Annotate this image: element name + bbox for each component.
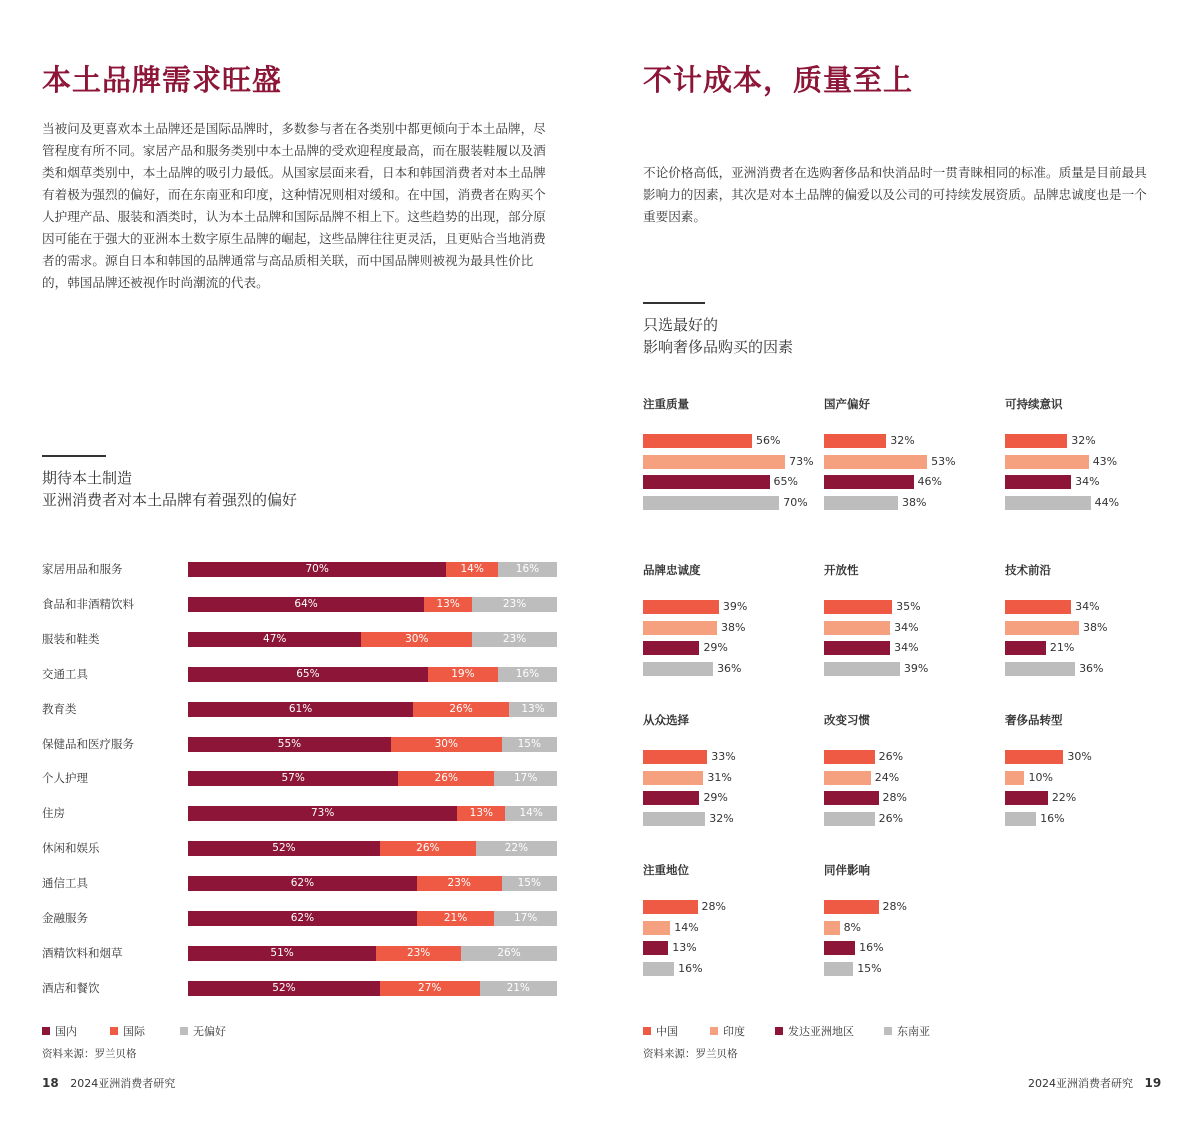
left-footer (42, 1075, 175, 1091)
bar-value-label: 29% (703, 641, 728, 655)
stacked-bar-row (188, 737, 557, 752)
bar-sea (824, 496, 898, 510)
bar-china (824, 750, 875, 764)
bar-sea (643, 812, 705, 826)
bar-segment-international: 14% (446, 562, 498, 577)
bar-value-label: 33% (711, 750, 736, 763)
bar-value-label: 32% (709, 812, 734, 826)
category-label: 休闲和娱乐 (42, 841, 100, 855)
stacked-bar-row (188, 981, 557, 996)
bar-value-label: 34% (894, 620, 919, 634)
right-source-note: 资料来源：罗兰贝格 (643, 1048, 738, 1060)
right-chart-subheading: 影响奢侈品购买的因素 (643, 338, 794, 356)
bar-segment-domestic: 61% (188, 702, 413, 717)
panel-title: 开放性 (824, 563, 859, 577)
bar-segment-domestic: 47% (188, 632, 361, 647)
category-label: 住房 (42, 806, 65, 820)
left-intro-paragraph: 当被问及更喜欢本土品牌还是国际品牌时，多数参与者在各类别中都更倾向于本土品牌，尽管程度有所不同。家居产品和服务类别中本土品牌的受欢迎程度最高，而在服装鞋履以及酒类和烟草类别中，本土品牌的吸引力最低。从国家层面来看，日本和韩国消费者对本土品牌有着极为强烈的偏好，而在东南亚和印度，这种情况则相对缓和。在中国，消费者在购买个人护理产品、服装和酒类时，认为本土品牌和国际品牌不相上下。这些趋势的出现，部分原因可能在于强大的亚洲本土数字原生品牌的崛起，这些品牌往往更灵活，且更贴合当地消费者的需求。源自日本和韩国的品牌通常与高品质相关联，而中国品牌则被视为最具性价比的，韩国品牌还被视作时尚潮流的代表。 (42, 121, 546, 290)
bar-value-label: 34% (1075, 475, 1100, 489)
panel-title: 从众选择 (643, 713, 689, 727)
bar-china (643, 750, 707, 764)
right-chart-heading: 只选最好的 (643, 316, 719, 334)
bar-value-label: 28% (882, 791, 907, 805)
bar-india (1005, 455, 1089, 469)
bar-value-label: 32% (1071, 434, 1096, 447)
bar-value-label: 43% (1092, 454, 1118, 468)
bar-value-label: 22% (1051, 791, 1077, 805)
bar-segment-domestic: 55% (188, 737, 391, 752)
bar-value-label: 16% (678, 962, 703, 976)
bar-value-label: 36% (717, 662, 742, 676)
bar-value-label: 73% (789, 454, 814, 468)
category-label: 家居用品和服务 (42, 562, 123, 576)
bar-segment-domestic: 52% (188, 841, 380, 856)
bar-value-label: 34% (1075, 600, 1100, 613)
panel-title: 可持续意识 (1005, 397, 1063, 411)
bar-segment-domestic: 64% (188, 597, 424, 612)
right-intro-paragraph: 不论价格高低，亚洲消费者在选购奢侈品和快消品时一贯青睐相同的标准。质量是目前最具影响力的因素，其次是对本土品牌的偏爱以及公司的可持续发展资质。品牌忠诚度也是一个重要因素。 (643, 165, 1147, 224)
bar-value-label: 16% (859, 941, 884, 955)
stacked-bar-row (188, 911, 557, 926)
page-number-left: 18 (42, 1076, 59, 1090)
bar-india (824, 771, 871, 785)
bar-value-label: 44% (1094, 496, 1120, 510)
bar-china (643, 900, 698, 914)
bar-segment-international: 26% (398, 771, 494, 786)
bar-sea (824, 812, 875, 826)
legend-label: 印度 (723, 1025, 745, 1038)
footer-publication-right: 2024亚洲消费者研究 (1028, 1077, 1133, 1090)
stacked-bar-row (188, 841, 557, 856)
bar-segment-domestic: 51% (188, 946, 376, 961)
bar-segment-none: 21% (480, 981, 557, 996)
panel-title: 国产偏好 (824, 397, 870, 411)
left-chart-rule (42, 455, 106, 457)
bar-segment-international: 21% (417, 911, 494, 926)
right-legend-item-developed (775, 1023, 854, 1039)
bar-value-label: 39% (722, 600, 748, 613)
bar-value-label: 10% (1028, 770, 1053, 784)
right-page-title: 不计成本，质量至上 (643, 63, 914, 97)
bar-segment-domestic: 65% (188, 667, 428, 682)
stacked-bar-row (188, 876, 557, 891)
bar-india (1005, 621, 1079, 635)
bar-china (643, 434, 752, 448)
bar-value-label: 28% (882, 900, 907, 913)
bar-value-label: 26% (878, 812, 904, 826)
legend-label: 国际 (123, 1025, 145, 1038)
bar-developed (643, 641, 699, 655)
bar-segment-international: 26% (380, 841, 476, 856)
bar-segment-domestic: 73% (188, 806, 457, 821)
bar-value-label: 14% (674, 920, 699, 934)
bar-developed (824, 791, 879, 805)
bar-segment-none: 15% (502, 876, 557, 891)
right-chart-rule (643, 302, 705, 304)
bar-china (1005, 750, 1063, 764)
bar-segment-international: 27% (380, 981, 480, 996)
stacked-bar-row (188, 562, 557, 577)
bar-segment-none: 26% (461, 946, 557, 961)
stacked-bar-row (188, 771, 557, 786)
bar-china (824, 600, 892, 614)
legend-label: 无偏好 (193, 1025, 226, 1038)
page-number-right: 19 (1144, 1076, 1162, 1090)
bar-china (824, 434, 886, 448)
bar-segment-none: 14% (505, 806, 557, 821)
bar-value-label: 31% (707, 770, 732, 784)
bar-sea (824, 962, 853, 976)
bar-segment-domestic: 62% (188, 876, 417, 891)
bar-value-label: 29% (703, 791, 728, 805)
left-legend-item-domestic (42, 1023, 77, 1039)
bar-china (1005, 434, 1067, 448)
bar-segment-international: 19% (428, 667, 498, 682)
category-label: 个人护理 (42, 771, 88, 785)
left-chart-subheading: 亚洲消费者对本土品牌有着强烈的偏好 (42, 491, 298, 509)
bar-china (1005, 600, 1071, 614)
bar-sea (824, 662, 900, 676)
legend-swatch-none (180, 1027, 188, 1035)
panel-title: 注重地位 (643, 863, 689, 877)
bar-segment-none: 17% (494, 911, 557, 926)
category-label: 金融服务 (42, 911, 88, 925)
legend-swatch-china (643, 1027, 651, 1035)
panel-title: 注重质量 (643, 397, 689, 411)
bar-value-label: 15% (857, 962, 882, 976)
bar-sea (1005, 662, 1075, 676)
bar-india (1005, 771, 1024, 785)
legend-label: 国内 (55, 1025, 77, 1038)
legend-label: 中国 (656, 1025, 678, 1038)
bar-segment-none: 22% (476, 841, 557, 856)
bar-sea (643, 962, 674, 976)
left-legend-item-none (180, 1023, 226, 1039)
category-label: 酒店和餐饮 (42, 981, 100, 995)
bar-value-label: 56% (756, 434, 781, 447)
bar-india (643, 455, 785, 469)
left-page-title: 本土品牌需求旺盛 (42, 63, 283, 97)
bar-value-label: 39% (903, 662, 929, 676)
bar-value-label: 28% (701, 900, 726, 913)
bar-developed (1005, 641, 1046, 655)
bar-segment-none: 16% (498, 562, 557, 577)
bar-value-label: 13% (672, 941, 697, 955)
bar-segment-none: 13% (509, 702, 557, 717)
left-chart-heading: 期待本土制造 (42, 469, 133, 487)
bar-value-label: 70% (783, 496, 808, 510)
bar-segment-none: 16% (498, 667, 557, 682)
bar-india (643, 921, 670, 935)
bar-value-label: 38% (901, 496, 927, 510)
category-label: 服装和鞋类 (42, 632, 100, 646)
stacked-bar-row (188, 597, 557, 612)
bar-sea (1005, 812, 1036, 826)
bar-developed (643, 941, 668, 955)
bar-segment-domestic: 52% (188, 981, 380, 996)
legend-label: 东南亚 (897, 1025, 930, 1038)
bar-segment-international: 26% (413, 702, 509, 717)
stacked-bar-row (188, 667, 557, 682)
bar-segment-none: 17% (494, 771, 557, 786)
bar-value-label: 21% (1049, 641, 1075, 655)
bar-sea (643, 662, 713, 676)
bar-segment-international: 13% (457, 806, 505, 821)
bar-developed (824, 641, 890, 655)
left-legend-item-international (110, 1023, 145, 1039)
right-legend-item-china (643, 1023, 678, 1039)
bar-developed (824, 475, 914, 489)
bar-segment-international: 23% (376, 946, 461, 961)
bar-sea (643, 496, 779, 510)
category-label: 保健品和医疗服务 (42, 737, 134, 751)
bar-value-label: 24% (874, 770, 900, 784)
bar-segment-none: 15% (502, 737, 557, 752)
stacked-bar-row (188, 946, 557, 961)
panel-title: 技术前沿 (1005, 563, 1051, 577)
bar-india (824, 921, 840, 935)
bar-india (824, 621, 890, 635)
bar-china (643, 600, 719, 614)
footer-publication-left: 2024亚洲消费者研究 (70, 1077, 176, 1090)
bar-india (824, 455, 927, 469)
category-label: 教育类 (42, 702, 77, 716)
bar-segment-domestic: 62% (188, 911, 417, 926)
stacked-bar-row (188, 702, 557, 717)
bar-value-label: 36% (1079, 662, 1104, 676)
bar-value-label: 26% (878, 750, 904, 763)
panel-title: 品牌忠诚度 (643, 563, 701, 577)
bar-sea (1005, 496, 1091, 510)
panel-title: 同伴影响 (824, 863, 870, 877)
bar-value-label: 53% (931, 454, 956, 468)
category-label: 食品和非酒精饮料 (42, 597, 134, 611)
legend-swatch-domestic (42, 1027, 50, 1035)
bar-developed (824, 941, 855, 955)
bar-developed (643, 791, 699, 805)
bar-value-label: 34% (894, 641, 919, 655)
right-legend-item-india (710, 1023, 745, 1039)
bar-value-label: 46% (917, 475, 942, 489)
bar-developed (1005, 475, 1071, 489)
left-source-note: 资料来源：罗兰贝格 (42, 1048, 137, 1060)
bar-developed (1005, 791, 1048, 805)
category-label: 酒精饮料和烟草 (42, 946, 123, 960)
right-legend-item-sea (884, 1023, 930, 1039)
bar-segment-none: 23% (472, 597, 557, 612)
category-label: 通信工具 (42, 876, 88, 890)
bar-segment-international: 13% (424, 597, 472, 612)
legend-swatch-sea (884, 1027, 892, 1035)
legend-swatch-developed (775, 1027, 783, 1035)
panel-title: 奢侈品转型 (1005, 713, 1063, 727)
panel-title: 改变习惯 (824, 713, 870, 727)
stacked-bar-row (188, 632, 557, 647)
bar-india (643, 771, 703, 785)
right-footer (1028, 1075, 1161, 1091)
bar-china (824, 900, 879, 914)
bar-value-label: 16% (1040, 812, 1065, 826)
bar-segment-international: 30% (361, 632, 472, 647)
bar-value-label: 65% (773, 475, 798, 489)
bar-segment-none: 23% (472, 632, 557, 647)
bar-india (643, 621, 717, 635)
bar-segment-domestic: 70% (188, 562, 446, 577)
bar-value-label: 30% (1067, 750, 1092, 763)
bar-segment-international: 30% (391, 737, 502, 752)
bar-segment-domestic: 57% (188, 771, 398, 786)
category-label: 交通工具 (42, 667, 88, 681)
stacked-bar-row (188, 806, 557, 821)
bar-value-label: 38% (720, 620, 746, 634)
bar-value-label: 38% (1082, 620, 1108, 634)
bar-value-label: 35% (896, 600, 921, 613)
bar-developed (643, 475, 770, 489)
bar-segment-international: 23% (417, 876, 502, 891)
bar-value-label: 8% (843, 920, 862, 934)
legend-swatch-international (110, 1027, 118, 1035)
bar-value-label: 32% (890, 434, 915, 447)
legend-label: 发达亚洲地区 (788, 1025, 854, 1038)
legend-swatch-india (710, 1027, 718, 1035)
